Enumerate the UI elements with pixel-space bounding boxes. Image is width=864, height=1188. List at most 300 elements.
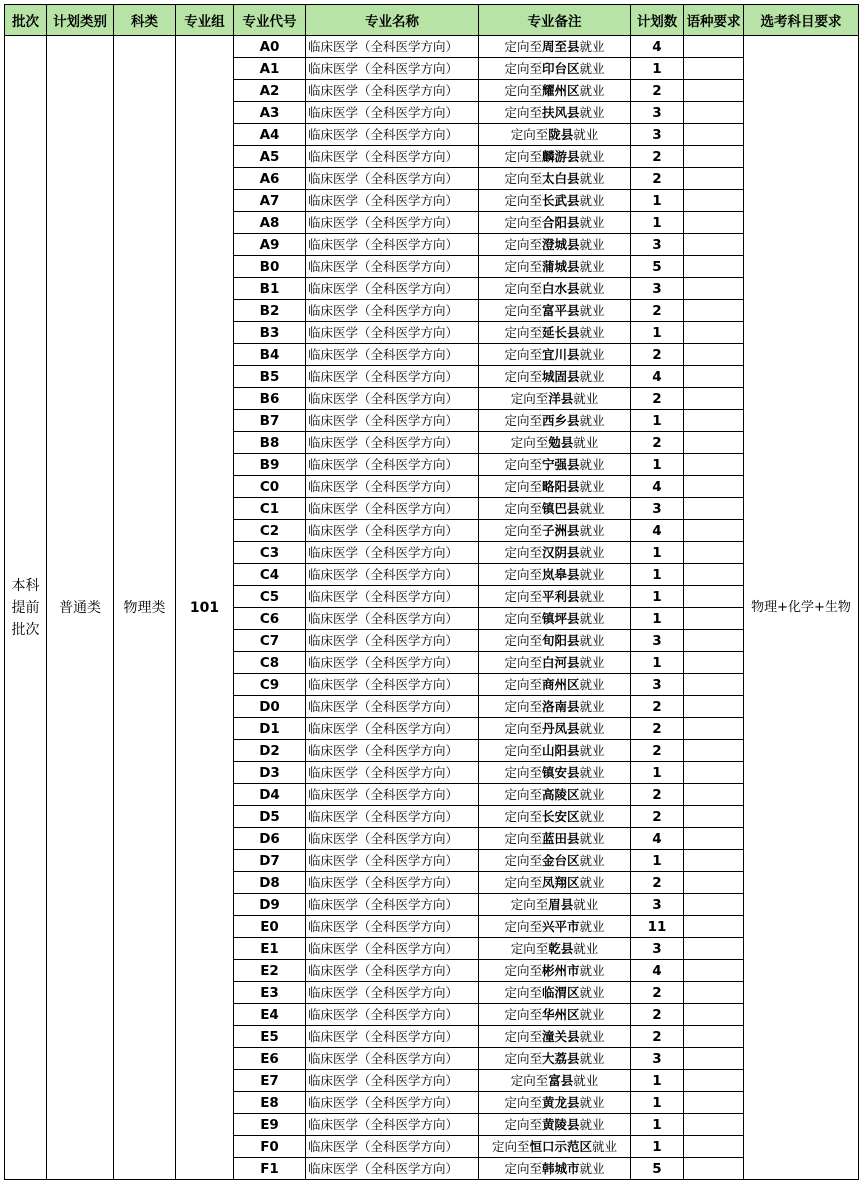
language-requirement (684, 1070, 744, 1092)
language-requirement (684, 828, 744, 850)
major-note (479, 498, 631, 520)
major-code: D6 (234, 828, 306, 850)
note-place: 长安区 (541, 808, 580, 824)
plan-count: 1 (631, 322, 684, 344)
major-code: C9 (234, 674, 306, 696)
language-requirement (684, 1158, 744, 1180)
plan-type-cell: 普通类 (47, 36, 114, 1180)
note-prefix: 定向至 (504, 830, 542, 846)
major-note (479, 894, 631, 916)
plan-count: 3 (631, 234, 684, 256)
note-place: 平利县 (541, 588, 580, 604)
major-note (479, 300, 631, 322)
note-place: 长武县 (541, 192, 580, 208)
plan-count: 1 (631, 652, 684, 674)
note-suffix: 就业 (579, 104, 605, 120)
major-code: A2 (234, 80, 306, 102)
note-suffix: 就业 (579, 258, 605, 274)
note-prefix: 定向至 (504, 566, 542, 582)
major-note (479, 784, 631, 806)
note-suffix: 就业 (579, 60, 605, 76)
major-name: 临床医学（全科医学方向） (306, 520, 479, 542)
major-code: B4 (234, 344, 306, 366)
major-code: B5 (234, 366, 306, 388)
major-note (479, 410, 631, 432)
note-prefix: 定向至 (510, 126, 549, 142)
note-prefix: 定向至 (510, 434, 549, 450)
major-code: C5 (234, 586, 306, 608)
major-name: 临床医学（全科医学方向） (306, 982, 479, 1004)
major-name: 临床医学（全科医学方向） (306, 1004, 479, 1026)
plan-count: 1 (631, 564, 684, 586)
note-place: 洋县 (548, 390, 574, 406)
header-language: 语种要求 (684, 5, 744, 36)
note-prefix: 定向至 (504, 610, 542, 626)
note-suffix: 就业 (573, 390, 599, 406)
note-suffix: 就业 (579, 1028, 605, 1044)
major-name: 临床医学（全科医学方向） (306, 828, 479, 850)
plan-count: 3 (631, 894, 684, 916)
note-prefix: 定向至 (504, 962, 542, 978)
major-note (479, 344, 631, 366)
language-requirement (684, 58, 744, 80)
major-code: F0 (234, 1136, 306, 1158)
language-requirement (684, 894, 744, 916)
subjects-cell: 物理+化学+生物 (744, 36, 859, 1180)
plan-count: 3 (631, 674, 684, 696)
major-note (479, 872, 631, 894)
major-note (479, 256, 631, 278)
plan-count: 2 (631, 388, 684, 410)
major-code: C7 (234, 630, 306, 652)
note-place: 兴平市 (541, 918, 580, 934)
language-requirement (684, 102, 744, 124)
note-prefix: 定向至 (504, 786, 542, 802)
note-place: 白河县 (541, 654, 580, 670)
note-place: 眉县 (548, 896, 574, 912)
note-suffix: 就业 (579, 874, 605, 890)
language-requirement (684, 872, 744, 894)
header-subjects: 选考科目要求 (744, 5, 859, 36)
note-prefix: 定向至 (504, 214, 542, 230)
plan-count: 1 (631, 212, 684, 234)
note-suffix: 就业 (579, 1050, 605, 1066)
major-code: E7 (234, 1070, 306, 1092)
major-name: 临床医学（全科医学方向） (306, 366, 479, 388)
header-name: 专业名称 (306, 5, 479, 36)
plan-count: 3 (631, 102, 684, 124)
note-suffix: 就业 (579, 1006, 605, 1022)
major-name: 临床医学（全科医学方向） (306, 36, 479, 58)
major-name: 临床医学（全科医学方向） (306, 190, 479, 212)
language-requirement (684, 608, 744, 630)
major-name: 临床医学（全科医学方向） (306, 476, 479, 498)
note-place: 印台区 (541, 60, 580, 76)
header-count: 计划数 (631, 5, 684, 36)
plan-count: 4 (631, 36, 684, 58)
language-requirement (684, 36, 744, 58)
major-code: A3 (234, 102, 306, 124)
note-prefix: 定向至 (504, 412, 542, 428)
note-suffix: 就业 (579, 852, 605, 868)
note-prefix: 定向至 (504, 258, 542, 274)
major-note (479, 146, 631, 168)
note-suffix: 就业 (579, 764, 605, 780)
note-suffix: 就业 (592, 1138, 618, 1154)
major-name: 临床医学（全科医学方向） (306, 410, 479, 432)
note-prefix: 定向至 (504, 874, 542, 890)
language-requirement (684, 1048, 744, 1070)
major-name: 临床医学（全科医学方向） (306, 124, 479, 146)
note-place: 黄龙县 (541, 1094, 580, 1110)
note-suffix: 就业 (573, 434, 599, 450)
note-place: 太白县 (541, 170, 580, 186)
note-suffix: 就业 (579, 236, 605, 252)
plan-count: 2 (631, 168, 684, 190)
major-name: 临床医学（全科医学方向） (306, 872, 479, 894)
note-suffix: 就业 (579, 720, 605, 736)
plan-count: 3 (631, 1048, 684, 1070)
major-code: A9 (234, 234, 306, 256)
major-note (479, 916, 631, 938)
major-name: 临床医学（全科医学方向） (306, 740, 479, 762)
major-code: C4 (234, 564, 306, 586)
language-requirement (684, 916, 744, 938)
major-note (479, 124, 631, 146)
major-note (479, 1114, 631, 1136)
major-name: 临床医学（全科医学方向） (306, 1048, 479, 1070)
note-suffix: 就业 (579, 500, 605, 516)
plan-count: 2 (631, 696, 684, 718)
language-requirement (684, 300, 744, 322)
note-place: 耀州区 (541, 82, 580, 98)
major-code: B3 (234, 322, 306, 344)
plan-count: 2 (631, 146, 684, 168)
note-place: 凤翔区 (541, 874, 580, 890)
language-requirement (684, 234, 744, 256)
major-note (479, 806, 631, 828)
language-requirement (684, 982, 744, 1004)
note-suffix: 就业 (573, 126, 599, 142)
header-row (5, 5, 859, 36)
plan-count: 2 (631, 872, 684, 894)
note-suffix: 就业 (579, 786, 605, 802)
major-note (479, 1092, 631, 1114)
language-requirement (684, 674, 744, 696)
note-prefix: 定向至 (504, 302, 542, 318)
note-prefix: 定向至 (510, 390, 549, 406)
note-suffix: 就业 (579, 984, 605, 1000)
note-suffix: 就业 (579, 522, 605, 538)
major-note (479, 1158, 631, 1180)
note-prefix: 定向至 (504, 984, 542, 1000)
major-code: D1 (234, 718, 306, 740)
note-suffix: 就业 (579, 676, 605, 692)
note-place: 临渭区 (541, 984, 580, 1000)
language-requirement (684, 652, 744, 674)
note-prefix: 定向至 (504, 148, 542, 164)
note-place: 蓝田县 (541, 830, 580, 846)
major-name: 临床医学（全科医学方向） (306, 586, 479, 608)
header-plan-type: 计划类别 (47, 5, 114, 36)
major-code: E2 (234, 960, 306, 982)
major-name: 临床医学（全科医学方向） (306, 344, 479, 366)
note-prefix: 定向至 (504, 346, 542, 362)
language-requirement (684, 410, 744, 432)
batch-cell (5, 36, 47, 1180)
language-requirement (684, 762, 744, 784)
plan-count: 1 (631, 410, 684, 432)
major-note (479, 630, 631, 652)
major-code: D4 (234, 784, 306, 806)
major-code: E4 (234, 1004, 306, 1026)
note-place: 富县 (548, 1072, 574, 1088)
major-name: 临床医学（全科医学方向） (306, 80, 479, 102)
major-code: D0 (234, 696, 306, 718)
major-code: C0 (234, 476, 306, 498)
language-requirement (684, 696, 744, 718)
major-code: C3 (234, 542, 306, 564)
major-code: A6 (234, 168, 306, 190)
major-note (479, 740, 631, 762)
table-row (5, 36, 859, 58)
major-note (479, 36, 631, 58)
note-suffix: 就业 (579, 632, 605, 648)
language-requirement (684, 740, 744, 762)
plan-count: 2 (631, 300, 684, 322)
major-name: 临床医学（全科医学方向） (306, 916, 479, 938)
note-prefix: 定向至 (510, 1072, 549, 1088)
note-place: 镇安县 (541, 764, 580, 780)
language-requirement (684, 520, 744, 542)
language-requirement (684, 960, 744, 982)
note-suffix: 就业 (579, 148, 605, 164)
language-requirement (684, 80, 744, 102)
note-place: 勉县 (548, 434, 574, 450)
major-note (479, 388, 631, 410)
note-suffix: 就业 (579, 456, 605, 472)
major-name: 临床医学（全科医学方向） (306, 146, 479, 168)
note-prefix: 定向至 (504, 544, 542, 560)
major-code: E0 (234, 916, 306, 938)
note-prefix: 定向至 (504, 192, 542, 208)
major-code: F1 (234, 1158, 306, 1180)
note-prefix: 定向至 (504, 104, 542, 120)
major-name: 临床医学（全科医学方向） (306, 630, 479, 652)
group-cell: 101 (176, 36, 234, 1180)
major-code: B7 (234, 410, 306, 432)
major-name: 临床医学（全科医学方向） (306, 696, 479, 718)
note-suffix: 就业 (579, 302, 605, 318)
major-code: D3 (234, 762, 306, 784)
note-prefix: 定向至 (504, 698, 542, 714)
note-prefix: 定向至 (504, 60, 542, 76)
language-requirement (684, 542, 744, 564)
plan-count: 1 (631, 762, 684, 784)
note-place: 略阳县 (541, 478, 580, 494)
major-name: 临床医学（全科医学方向） (306, 1070, 479, 1092)
note-place: 蒲城县 (541, 258, 580, 274)
major-code: B9 (234, 454, 306, 476)
note-place: 丹凤县 (541, 720, 580, 736)
note-suffix: 就业 (579, 412, 605, 428)
major-note (479, 432, 631, 454)
major-code: D9 (234, 894, 306, 916)
note-suffix: 就业 (579, 38, 605, 54)
plan-count: 4 (631, 828, 684, 850)
language-requirement (684, 1026, 744, 1048)
major-code: E8 (234, 1092, 306, 1114)
enrollment-plan-table (4, 4, 859, 1180)
note-prefix: 定向至 (504, 1160, 542, 1176)
major-note (479, 674, 631, 696)
major-note (479, 322, 631, 344)
header-group: 专业组 (176, 5, 234, 36)
plan-count: 1 (631, 454, 684, 476)
major-code: A4 (234, 124, 306, 146)
note-suffix: 就业 (579, 192, 605, 208)
major-note (479, 520, 631, 542)
major-name: 临床医学（全科医学方向） (306, 432, 479, 454)
note-suffix: 就业 (579, 1160, 605, 1176)
major-note (479, 938, 631, 960)
note-place: 恒口示范区 (529, 1138, 592, 1154)
note-place: 子洲县 (541, 522, 580, 538)
major-note (479, 278, 631, 300)
major-note (479, 1026, 631, 1048)
note-suffix: 就业 (579, 962, 605, 978)
note-prefix: 定向至 (504, 720, 542, 736)
note-prefix: 定向至 (504, 808, 542, 824)
major-note (479, 1004, 631, 1026)
major-note (479, 58, 631, 80)
note-prefix: 定向至 (504, 1028, 542, 1044)
note-prefix: 定向至 (504, 764, 542, 780)
note-prefix: 定向至 (504, 456, 542, 472)
major-name: 临床医学（全科医学方向） (306, 388, 479, 410)
major-name: 临床医学（全科医学方向） (306, 960, 479, 982)
note-suffix: 就业 (573, 940, 599, 956)
note-prefix: 定向至 (504, 654, 542, 670)
note-prefix: 定向至 (504, 1116, 542, 1132)
note-prefix: 定向至 (504, 588, 542, 604)
note-prefix: 定向至 (504, 522, 542, 538)
language-requirement (684, 146, 744, 168)
note-suffix: 就业 (579, 368, 605, 384)
note-place: 黄陵县 (541, 1116, 580, 1132)
major-code: E9 (234, 1114, 306, 1136)
note-suffix: 就业 (579, 654, 605, 670)
major-name: 临床医学（全科医学方向） (306, 938, 479, 960)
note-prefix: 定向至 (504, 1006, 542, 1022)
note-prefix: 定向至 (504, 742, 542, 758)
plan-count: 1 (631, 850, 684, 872)
language-requirement (684, 718, 744, 740)
note-place: 汉阴县 (541, 544, 580, 560)
major-name: 临床医学（全科医学方向） (306, 850, 479, 872)
language-requirement (684, 1004, 744, 1026)
note-prefix: 定向至 (504, 368, 542, 384)
major-note (479, 476, 631, 498)
major-code: E5 (234, 1026, 306, 1048)
language-requirement (684, 850, 744, 872)
note-place: 延长县 (541, 324, 580, 340)
major-name: 临床医学（全科医学方向） (306, 806, 479, 828)
note-place: 山阳县 (541, 742, 580, 758)
major-code: A1 (234, 58, 306, 80)
plan-count: 3 (631, 630, 684, 652)
major-code: D8 (234, 872, 306, 894)
major-name: 临床医学（全科医学方向） (306, 762, 479, 784)
language-requirement (684, 1092, 744, 1114)
plan-count: 5 (631, 1158, 684, 1180)
language-requirement (684, 432, 744, 454)
note-prefix: 定向至 (504, 1050, 542, 1066)
major-code: B6 (234, 388, 306, 410)
note-suffix: 就业 (579, 742, 605, 758)
note-prefix: 定向至 (504, 280, 542, 296)
major-name: 临床医学（全科医学方向） (306, 58, 479, 80)
major-note (479, 1070, 631, 1092)
major-code: C8 (234, 652, 306, 674)
plan-count: 1 (631, 1114, 684, 1136)
major-code: B0 (234, 256, 306, 278)
plan-count: 2 (631, 344, 684, 366)
language-requirement (684, 344, 744, 366)
major-code: D2 (234, 740, 306, 762)
note-place: 宁强县 (541, 456, 580, 472)
note-place: 麟游县 (541, 148, 580, 164)
note-suffix: 就业 (579, 346, 605, 362)
major-code: A0 (234, 36, 306, 58)
plan-count: 1 (631, 1136, 684, 1158)
major-note (479, 762, 631, 784)
note-suffix: 就业 (579, 610, 605, 626)
major-name: 临床医学（全科医学方向） (306, 718, 479, 740)
major-note (479, 80, 631, 102)
plan-count: 1 (631, 542, 684, 564)
major-name: 临床医学（全科医学方向） (306, 1026, 479, 1048)
major-note (479, 960, 631, 982)
plan-count: 2 (631, 1026, 684, 1048)
major-note (479, 850, 631, 872)
major-note (479, 586, 631, 608)
major-name: 临床医学（全科医学方向） (306, 1158, 479, 1180)
major-name: 临床医学（全科医学方向） (306, 322, 479, 344)
plan-count: 3 (631, 278, 684, 300)
major-note (479, 718, 631, 740)
note-prefix: 定向至 (491, 1138, 530, 1154)
major-note (479, 1136, 631, 1158)
language-requirement (684, 476, 744, 498)
note-place: 岚皋县 (541, 566, 580, 582)
language-requirement (684, 1136, 744, 1158)
note-place: 陇县 (548, 126, 574, 142)
major-note (479, 168, 631, 190)
major-code: B8 (234, 432, 306, 454)
note-suffix: 就业 (579, 1094, 605, 1110)
plan-count: 1 (631, 586, 684, 608)
note-place: 西乡县 (541, 412, 580, 428)
note-place: 扶风县 (541, 104, 580, 120)
major-name: 临床医学（全科医学方向） (306, 234, 479, 256)
batch-text: 本科 提前 批次 (11, 577, 40, 638)
major-name: 临床医学（全科医学方向） (306, 608, 479, 630)
plan-count: 2 (631, 718, 684, 740)
language-requirement (684, 278, 744, 300)
major-note (479, 1048, 631, 1070)
note-place: 旬阳县 (541, 632, 580, 648)
